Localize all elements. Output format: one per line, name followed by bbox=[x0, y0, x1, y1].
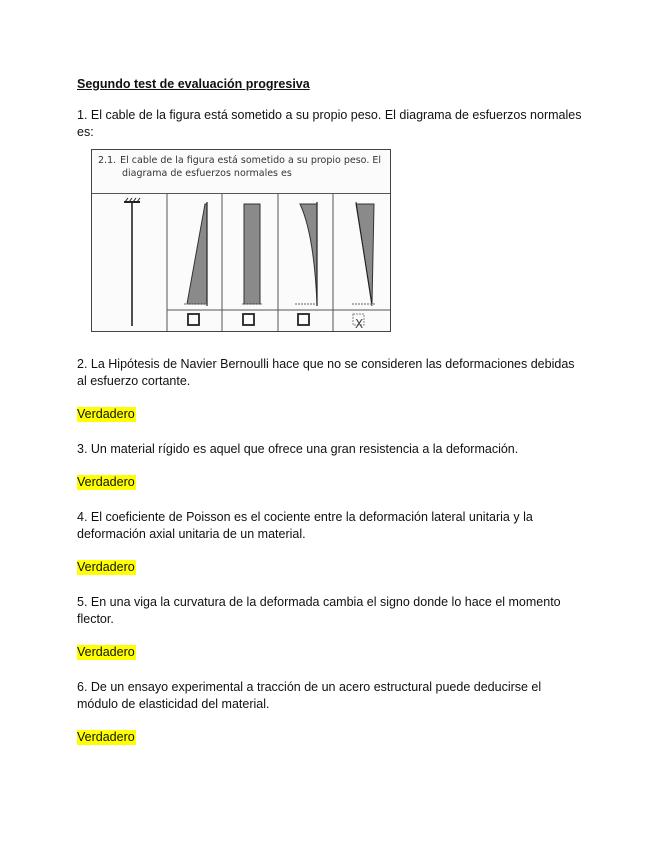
answer-3: Verdadero bbox=[77, 475, 135, 489]
answer-6: Verdadero bbox=[77, 730, 135, 744]
question-4: 4. El coeficiente de Poisson es el cociente entre la deformación lateral unitaria y la deformación axial unitaria de un material. bbox=[77, 510, 533, 541]
question-6: 6. De un ensayo experimental a tracción de un acero estructural puede deducirse el módulo de elasticidad del material. bbox=[77, 680, 542, 711]
question-2: 2. La Hipótesis de Navier Bernoulli hace que no se consideren las deformaciones debidas al esfuerzo cortante. bbox=[77, 357, 575, 388]
checkbox-option-1[interactable] bbox=[188, 314, 199, 325]
checkbox-mark-x: X bbox=[355, 317, 364, 331]
checkbox-option-3[interactable] bbox=[298, 314, 309, 325]
figure-drawing bbox=[92, 194, 390, 331]
diagram-option-2 bbox=[242, 204, 262, 304]
answer-2: Verdadero bbox=[77, 407, 135, 421]
figure-number: 2.1. bbox=[98, 155, 117, 166]
diagram-option-4 bbox=[352, 202, 376, 306]
question-5: 5. En una viga la curvatura de la deformada cambia el signo donde lo hace el momento flector. bbox=[77, 595, 561, 626]
diagram-option-1 bbox=[184, 202, 208, 306]
question-3: 3. Un material rígido es aquel que ofrece una gran resistencia a la deformación. bbox=[77, 442, 519, 456]
figure-caption-line-1: El cable de la figura está sometido a su propio peso. El bbox=[120, 155, 382, 166]
hanging-cable bbox=[124, 198, 140, 326]
figure-caption bbox=[92, 150, 390, 194]
question-1: 1. El cable de la figura está sometido a su propio peso. El diagrama de esfuerzos normales es: bbox=[77, 108, 582, 139]
cable-figure bbox=[91, 149, 391, 332]
answer-5: Verdadero bbox=[77, 645, 135, 659]
figure-caption-line-2: diagrama de esfuerzos normales es bbox=[122, 168, 292, 179]
diagram-option-3 bbox=[295, 202, 319, 306]
answer-4: Verdadero bbox=[77, 560, 135, 574]
document-title: Segundo test de evaluación progresiva bbox=[77, 77, 310, 91]
checkbox-option-2[interactable] bbox=[243, 314, 254, 325]
